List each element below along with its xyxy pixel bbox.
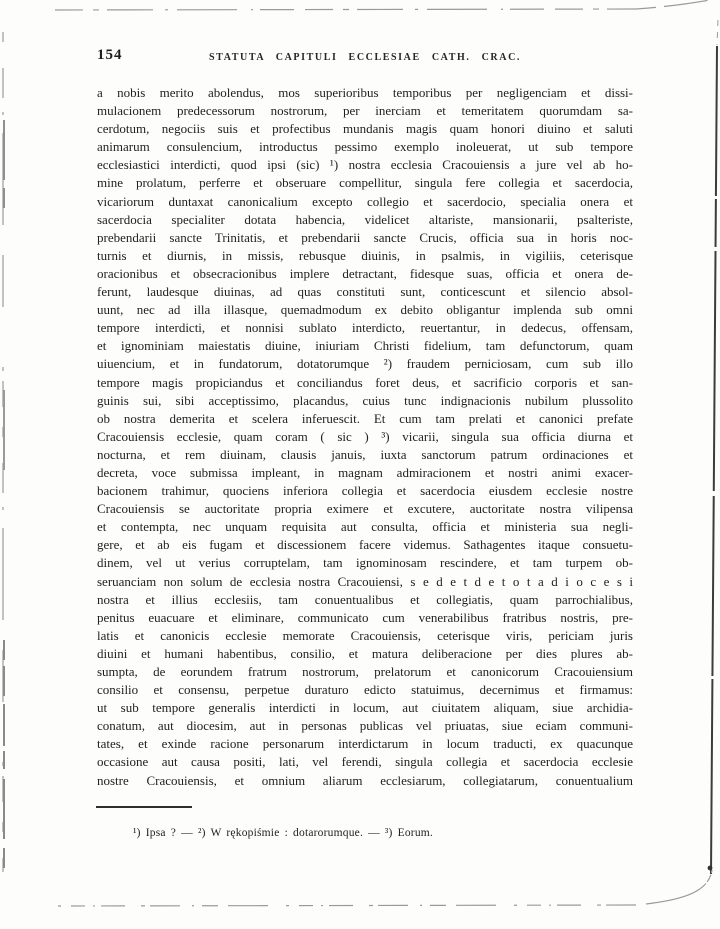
text-line: penitus euacuare et eliminare, communicato cum venerabilibus fratribus nostris, pre-: [97, 609, 633, 625]
text-line: tempore interdicti, et nonnisi sublato interdicto, reuertantur, in dedecus, offensam,: [97, 320, 633, 336]
text-line: bacionem trahimur, quociens inferiora collegia et sacerdocia eiusdem ecclesie nostre: [97, 483, 633, 499]
text-line: vicariorum duntaxat canonicalium excepto collegio et sacerdocio, specialia onera et: [97, 193, 633, 209]
text-line: ob nostra demerita et scelera inferuescit. Et cum tam prelati et canonici prefate: [97, 410, 633, 426]
text-line: tempore magis propiciandus et conciliandus foret deus, et sacrificio corporis et san-: [97, 374, 633, 390]
text-line: et ignominiam maiestatis diuine, iniuriam Christi fidelium, tam defunctorum, quam: [97, 338, 633, 354]
text-line: turnis et diurnis, in missis, rebusque diuinis, in psalmis, in vigiliis, ceterisque: [97, 247, 633, 263]
text-line: animarum consulencium, introductus pessimo exemplo inoleuerat, ut sub tempore: [97, 139, 633, 155]
text-line: nostra et illius ecclesiis, tam conuentualibus et collegiatis, quam parrochialibus,: [97, 591, 633, 607]
footnote: ¹) Ipsa ? — ²) W rękopiśmie : dotarorumque. — ³) Eorum.: [133, 827, 434, 839]
text-line: latis et canonicis ecclesie memorate Cracouiensis, ceterisque viris, periciam juris: [97, 627, 633, 643]
text-line: uiuencium, et in fundatorum, dotatorumque ²) fraudem perniciosam, cum sub illo: [97, 356, 633, 372]
text-line: a nobis merito abolendus, mos superioribus temporibus per negligenciam et dissi-: [97, 85, 633, 100]
text-line: nostre Cracouiensis, et omnium aliarum ecclesiarum, collegiatarum, conuentualium: [97, 772, 633, 788]
text-line: gere, et ab eis fugam et discessionem facere videmus. Sathagentes itaque consuetu-: [97, 537, 633, 553]
text-line: decreta, voce submissa impleant, in magnam admiracionem et nostri animi exacer-: [97, 464, 633, 480]
text-line: occasione aut causa positi, lati, vel ferendi, singula collegia et sacerdocia ecclesie: [97, 754, 633, 770]
text-line: consilio et consensu, perpetue duraturo edicto statuimus, decernimus et firmamus:: [97, 682, 633, 698]
text-line: et contempta, nec unquam requisita aut consulta, officia et ministeria sua negli-: [97, 519, 633, 535]
text-line: dinem, vel ut verius corruptelam, tam ignominosam rescindere, et tam turpem ob-: [97, 555, 633, 571]
text-line: Cracouiensis se auctoritate propria eximere et excutere, auctoritate nostra vilipensa: [97, 501, 633, 517]
text-line: diuini et humani habentibus, consilio, et matura deliberacione per dies plures ab-: [97, 645, 633, 661]
text-line: tates, et exinde racione personarum interdictarum in locum traducti, ex quacunque: [97, 736, 633, 752]
text-line: conatum, aut diocesim, aut in personas publicas vel priuatas, siue eciam communi-: [97, 718, 633, 734]
text-line: guinis sui, sibi acceptissimo, placandus, cuius tunc indignacionis nubilum plussolito: [97, 392, 633, 408]
running-header: STATUTA CAPITULI ECCLESIAE CATH. CRAC.: [209, 52, 521, 63]
text-line: sacerdocia specialiter dotata habencia, videlicet altariste, mansionarii, psalteriste,: [97, 211, 633, 227]
text-line: ecclesiastici interdicti, quod ipsi (sic) ¹) nostra ecclesia Cracouiensis a jure vel ab ho-: [97, 157, 633, 173]
text-line: nocturna, et rem diuinam, clausis januis, iuxta sanctorum patrum ordinaciones et: [97, 446, 633, 462]
footnote-separator: [96, 806, 192, 808]
text-line: cerdotum, negociis suis et profectibus mundanis magis quam honori diuino et saluti: [97, 121, 633, 137]
text-line: ut sub tempore generalis interdicti in locum, aut ciuitatem aliquam, siue archidia-: [97, 700, 633, 716]
body-text: [97, 84, 633, 790]
text-line: mine prolatum, perferre et obseruare compellitur, singula fere collegia et sacerdocia,: [97, 175, 633, 191]
text-line: ferunt, laudesque diuinas, ad quas constituti sunt, conticescunt et silencio absol-: [97, 284, 633, 300]
text-line: Cracouiensis ecclesie, quam coram ( sic ) ³) vicarii, singula sua officia diurna et: [97, 428, 633, 444]
text-line: mulacionem predecessorum nostrorum, per inerciam et temeritatem quorumdam sa-: [97, 103, 633, 119]
page-number: 154: [97, 47, 123, 63]
text-line: uunt, nec ad illa illasque, quemadmodum ex debito obligantur implenda sub omni: [97, 302, 633, 318]
text-line: sumpta, de eorundem fratrum nostrorum, prelatorum et canonicorum Cracouiensium: [97, 664, 633, 679]
text-line: oracionibus et obsecracionibus implere detractant, fidesque suas, officia et onera de-: [97, 265, 633, 281]
text-line: prebendarii sancte Trinitatis, et prebendarii sancte Crucis, officia sua in horis noc-: [97, 229, 633, 245]
text-line: seruanciam non solum de ecclesia nostra Cracouiensi, s e d e t d e t o t a d i o c e s i: [97, 573, 633, 589]
